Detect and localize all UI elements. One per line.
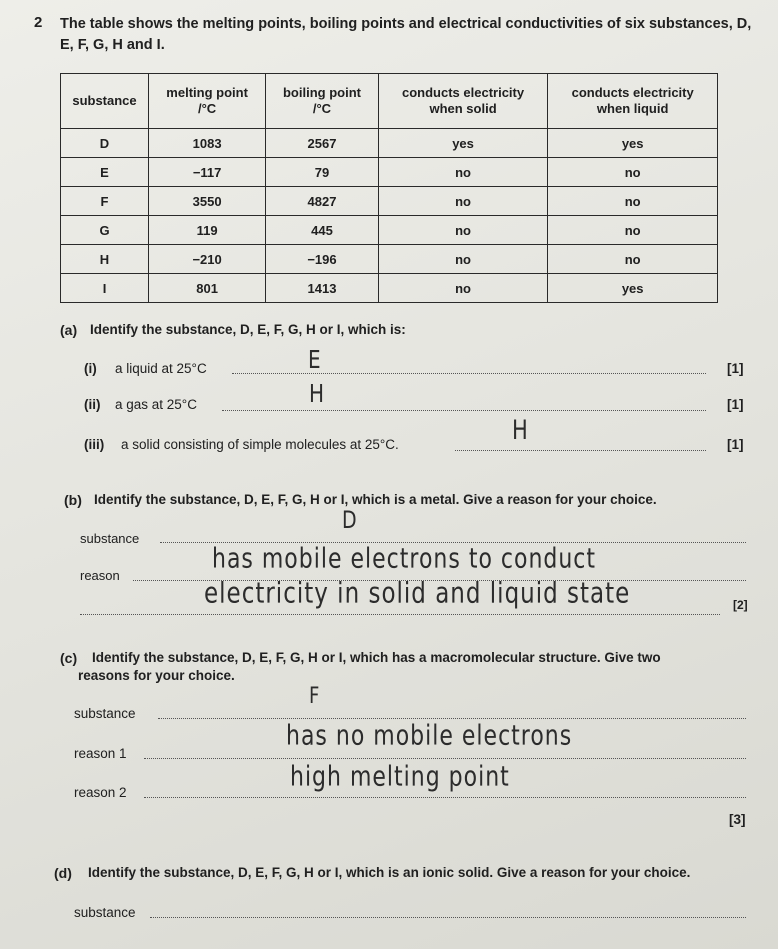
answer-line-c-reason1[interactable] xyxy=(144,758,746,759)
cell-boiling-point: 79 xyxy=(266,158,379,187)
cell-substance: I xyxy=(61,274,149,303)
cell-melting-point: 1083 xyxy=(149,129,266,158)
part-b-label: (b) xyxy=(64,492,82,508)
cell-substance: G xyxy=(61,216,149,245)
mark-a-ii: [1] xyxy=(727,397,744,412)
cell-conducts-liquid: no xyxy=(548,187,718,216)
col-header-melting-point: melting point /°C xyxy=(149,74,266,129)
cell-conducts-liquid: yes xyxy=(548,274,718,303)
question-number: 2 xyxy=(34,14,43,31)
cell-conducts-solid: no xyxy=(378,158,548,187)
col-header-substance: substance xyxy=(61,74,149,129)
table-row xyxy=(61,274,718,303)
mark-a-i: [1] xyxy=(727,361,744,376)
cell-conducts-liquid: no xyxy=(548,216,718,245)
cell-conducts-liquid: no xyxy=(548,245,718,274)
part-a-ii-label: (ii) xyxy=(84,397,101,412)
properties-table xyxy=(60,73,718,303)
part-c-reason2-label: reason 2 xyxy=(74,785,127,800)
part-b-reason-label: reason xyxy=(80,568,120,583)
part-d-substance-label: substance xyxy=(74,905,136,920)
answer-a-iii: H xyxy=(512,415,529,445)
table-row xyxy=(61,158,718,187)
part-c-prompt-line2: reasons for your choice. xyxy=(78,668,235,683)
mark-c: [3] xyxy=(729,812,746,827)
col-header-boiling-point: boiling point /°C xyxy=(266,74,379,129)
cell-substance: E xyxy=(61,158,149,187)
cell-substance: F xyxy=(61,187,149,216)
col-header-conducts-liquid: conducts electricity when liquid xyxy=(548,74,718,129)
cell-melting-point: −117 xyxy=(149,158,266,187)
cell-conducts-solid: yes xyxy=(378,129,548,158)
answer-line-c-substance[interactable] xyxy=(158,718,746,719)
answer-c-reason1: has no mobile electrons xyxy=(286,720,573,752)
part-b-substance-label: substance xyxy=(80,531,140,546)
part-a-i-text: a liquid at 25°C xyxy=(115,361,207,376)
answer-b-reason-line2: electricity in solid and liquid state xyxy=(204,577,631,610)
table-row xyxy=(61,216,718,245)
part-c-reason1-label: reason 1 xyxy=(74,746,127,761)
table-row xyxy=(61,187,718,216)
answer-line-d-substance[interactable] xyxy=(150,917,746,918)
answer-a-ii: H xyxy=(309,378,326,408)
answer-line-a-i[interactable] xyxy=(232,373,706,374)
table-row xyxy=(61,129,718,158)
answer-c-reason2: high melting point xyxy=(290,761,510,793)
part-b-prompt: Identify the substance, D, E, F, G, H or I, which is a metal. Give a reason for your choice. xyxy=(94,492,657,507)
part-d-prompt: Identify the substance, D, E, F, G, H or I, which is an ionic solid. Give a reason for your choice. xyxy=(88,865,691,880)
cell-conducts-solid: no xyxy=(378,216,548,245)
cell-substance: H xyxy=(61,245,149,274)
part-a-iii-text: a solid consisting of simple molecules at 25°C. xyxy=(121,437,399,452)
cell-boiling-point: 1413 xyxy=(266,274,379,303)
cell-conducts-liquid: yes xyxy=(548,129,718,158)
answer-line-b-reason2[interactable] xyxy=(80,614,720,615)
part-c-prompt-line1: Identify the substance, D, E, F, G, H or I, which has a macromolecular structure. Give two xyxy=(92,650,661,665)
cell-melting-point: −210 xyxy=(149,245,266,274)
answer-b-reason-line1: has mobile electrons to conduct xyxy=(212,543,597,575)
cell-conducts-solid: no xyxy=(378,274,548,303)
part-a-label: (a) xyxy=(60,322,78,338)
mark-b: [2] xyxy=(733,598,748,612)
cell-melting-point: 119 xyxy=(149,216,266,245)
table-row xyxy=(61,245,718,274)
col-header-conducts-solid: conducts electricity when solid xyxy=(378,74,548,129)
cell-boiling-point: 445 xyxy=(266,216,379,245)
mark-a-iii: [1] xyxy=(727,437,744,452)
part-a-prompt: Identify the substance, D, E, F, G, H or I, which is: xyxy=(90,322,406,337)
cell-boiling-point: −196 xyxy=(266,245,379,274)
cell-boiling-point: 4827 xyxy=(266,187,379,216)
cell-conducts-solid: no xyxy=(378,245,548,274)
cell-melting-point: 801 xyxy=(149,274,266,303)
part-a-ii-text: a gas at 25°C xyxy=(115,397,197,412)
answer-c-substance: F xyxy=(309,682,321,709)
part-a-iii-label: (iii) xyxy=(84,437,105,452)
part-d-label: (d) xyxy=(54,865,72,881)
cell-boiling-point: 2567 xyxy=(266,129,379,158)
cell-conducts-liquid: no xyxy=(548,158,718,187)
answer-line-a-ii[interactable] xyxy=(222,410,706,411)
question-intro: The table shows the melting points, boiling points and electrical conductivities of six substances, D, E, F, G, H and I. xyxy=(60,16,752,53)
answer-b-substance: D xyxy=(342,506,358,534)
answer-a-i: E xyxy=(308,344,322,374)
part-c-label: (c) xyxy=(60,650,78,666)
answer-line-c-reason2[interactable] xyxy=(144,797,746,798)
part-a-i-label: (i) xyxy=(84,361,97,376)
cell-substance: D xyxy=(61,129,149,158)
part-c-substance-label: substance xyxy=(74,706,136,721)
table-header-row xyxy=(61,74,718,129)
cell-melting-point: 3550 xyxy=(149,187,266,216)
cell-conducts-solid: no xyxy=(378,187,548,216)
answer-line-a-iii[interactable] xyxy=(455,450,706,451)
